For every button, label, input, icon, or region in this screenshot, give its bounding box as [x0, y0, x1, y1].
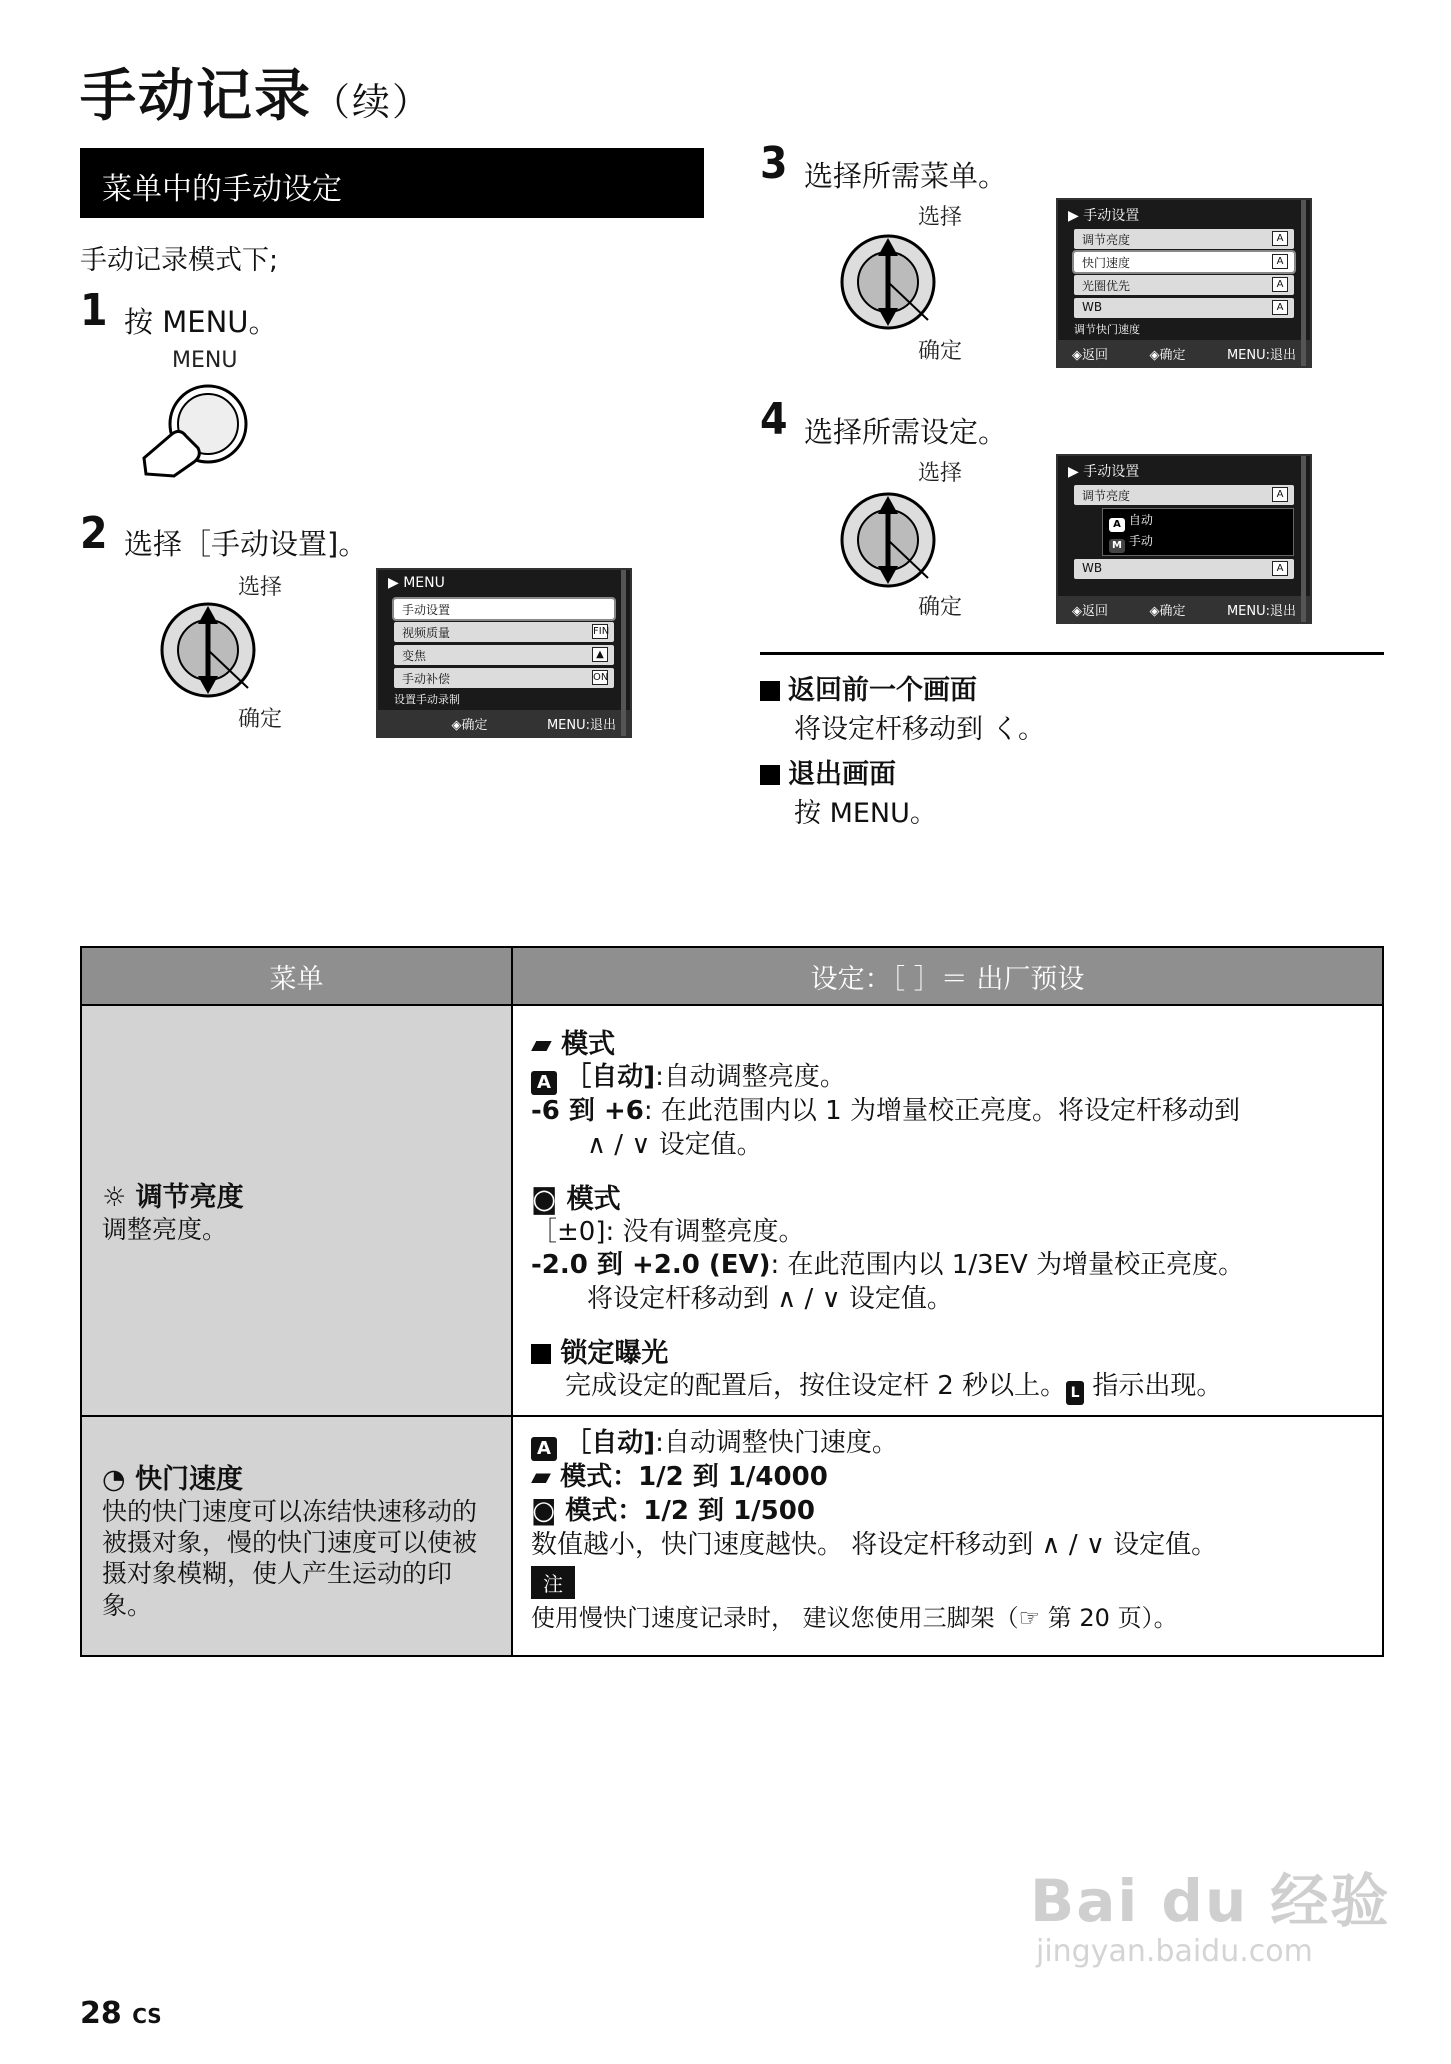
lock-indicator-icon: L — [1066, 1381, 1084, 1405]
title-main: 手动记录 — [80, 64, 312, 129]
lcd-badge: A — [1272, 300, 1288, 315]
brightness-title: ☼ 调节亮度 — [102, 1182, 244, 1214]
page-number: 28 CS — [80, 1996, 162, 2031]
lcd-manual-screen — [1056, 198, 1312, 368]
lcd-title: ▶ 手动设置 — [1068, 464, 1140, 480]
shutter-photo-line: ◙ 模式：1/2 到 1/500 — [531, 1495, 815, 1526]
photo-range-line: -2.0 到 +2.0 (EV): 在此范围内以 1/3EV 为增量校正亮度。 — [531, 1250, 1245, 1281]
table-header-row — [81, 947, 1383, 1005]
video-range-line: -6 到 +6: 在此范围内以 1 为增量校正亮度。将设定杆移动到 — [531, 1096, 1240, 1126]
step-4 — [760, 394, 788, 445]
lcd-item-manual[interactable]: 手动设置 — [394, 599, 614, 619]
lcd-footer: ◈返回 ◈确定 MENU:退出 — [1058, 596, 1310, 622]
lcd-badge: A — [1272, 254, 1288, 269]
video-camera-icon: ▰ — [531, 1029, 552, 1060]
exit-block — [760, 752, 937, 830]
note-tag: 注 — [531, 1566, 575, 1599]
step-1 — [80, 285, 108, 336]
video-camera-icon: ▰ — [531, 1461, 551, 1492]
lcd-item-brightness[interactable]: 调节亮度 A — [1074, 485, 1294, 505]
brightness-icon: ☼ — [102, 1182, 127, 1214]
lcd-item-wb[interactable]: WB A — [1074, 298, 1294, 318]
lcd-note: 调节快门速度 — [1074, 323, 1140, 336]
table-row — [81, 1416, 1383, 1656]
step-2-text: 选择［手动设置]。 — [124, 527, 368, 561]
brightness-desc: 调整亮度。 — [102, 1215, 228, 1245]
lcd-scrollbar — [621, 570, 626, 736]
photo-camera-icon: ◙ — [531, 1495, 557, 1526]
lcd-item-video-quality[interactable]: 视频质量 FIN — [394, 622, 614, 642]
menu-button-label: MENU — [172, 348, 238, 373]
shutter-icon: ◔ — [102, 1463, 126, 1495]
shutter-title: ◔ 快门速度 — [102, 1463, 243, 1495]
photo-mode-heading: ◙ 模式 — [531, 1183, 621, 1215]
lcd-scrollbar — [1301, 200, 1306, 366]
menu-cell-shutter — [81, 1416, 512, 1656]
step-3-text: 选择所需菜单。 — [804, 159, 1008, 193]
title-sub: （续） — [312, 80, 433, 124]
lock-heading: 锁定曝光 — [531, 1331, 1364, 1370]
section-title: 菜单中的手动设定 — [80, 148, 704, 218]
lcd-item-brightness[interactable]: 调节亮度 A — [1074, 229, 1294, 249]
control-lever-icon — [838, 490, 938, 590]
back-prev-text: 将设定杆移动到 く。 — [794, 714, 1046, 745]
lcd-option-auto[interactable]: A 自动 — [1109, 511, 1287, 532]
lcd-item-compensation[interactable]: 手动补偿 ON — [394, 668, 614, 688]
confirm-label: 确定 — [918, 339, 963, 364]
lcd-badge: FIN — [593, 626, 610, 637]
lcd-title: ▶ 手动设置 — [1068, 208, 1140, 224]
lcd-badge: A — [1272, 277, 1288, 292]
watermark-url: jingyan.baidu.com — [1036, 1934, 1313, 1969]
lock-text: 完成设定的配置后，按住设定杆 2 秒以上。 L 指示出现。 — [531, 1370, 1364, 1405]
shutter-tip: 数值越小，快门速度越快。 将设定杆移动到 ∧ / ∨ 设定值。 — [531, 1529, 1218, 1560]
watermark-logo: Bai du 经验 — [1030, 1867, 1391, 1935]
lcd-option-list — [1102, 508, 1294, 556]
photo-camera-icon: ◙ — [531, 1183, 558, 1215]
bullet-square-icon — [760, 681, 780, 701]
control-lever-icon — [158, 600, 258, 700]
lcd-item-shutter[interactable]: 快门速度 A — [1074, 252, 1294, 272]
video-range-line-2: ∧ / ∨ 设定值。 — [587, 1129, 763, 1160]
lcd-badge: A — [1272, 231, 1288, 246]
back-prev-heading: 返回前一个画面 — [760, 668, 1045, 707]
lcd-footer: ◈返回 ◈确定 MENU:退出 — [1058, 340, 1310, 366]
lcd-item-aperture[interactable]: 光圈优先 A — [1074, 275, 1294, 295]
lcd-item-zoom[interactable]: 变焦 ▲ — [394, 645, 614, 665]
photo-range-line-2: 将设定杆移动到 ∧ / ∨ 设定值。 — [587, 1284, 953, 1315]
confirm-label: 确定 — [918, 595, 963, 620]
lcd-footer: ◈确定 MENU:退出 — [378, 710, 630, 736]
shutter-note: 使用慢快门速度记录时， 建议您使用三脚架（☞ 第 20 页）。 — [531, 1604, 1178, 1633]
shutter-desc: 快的快门速度可以冻结快速移动的被摄对象，慢的快门速度可以使被摄对象模糊，使人产生运动的印象。 — [102, 1496, 478, 1620]
auto-icon: A — [531, 1437, 557, 1461]
shutter-auto-line: A ［自动]:自动调整快门速度。 — [531, 1427, 1364, 1461]
step-3 — [760, 138, 788, 189]
back-prev-block — [760, 668, 1045, 746]
step-number: 2 — [80, 508, 108, 559]
lcd-shutter-screen — [1056, 454, 1312, 624]
lcd-option-manual[interactable]: M 手动 — [1109, 532, 1287, 553]
divider — [760, 652, 1384, 655]
lcd-badge: ▲ — [592, 647, 608, 662]
step-1-text: 按 MENU。 — [124, 305, 278, 339]
header-setting: 设定：［ ］＝ 出厂预设 — [512, 947, 1383, 1005]
header-menu: 菜单 — [81, 947, 512, 1005]
lcd-title: ▶ MENU — [388, 575, 445, 591]
select-label: 选择 — [918, 205, 963, 230]
control-lever-icon — [838, 232, 938, 332]
setting-cell-shutter — [512, 1416, 1383, 1656]
select-label: 选择 — [918, 461, 963, 486]
page-title — [80, 52, 432, 132]
intro-text: 手动记录模式下; — [80, 245, 279, 276]
menu-button-press-icon — [136, 378, 256, 478]
lcd-badge: A — [1272, 561, 1288, 576]
step-number: 1 — [80, 285, 108, 336]
video-mode-heading: ▰ 模式 — [531, 1029, 616, 1060]
auto-icon: A — [531, 1071, 557, 1095]
photo-zero-line: ［±0]: 没有调整亮度。 — [531, 1216, 805, 1247]
settings-table — [80, 946, 1384, 1657]
exit-text: 按 MENU。 — [794, 798, 937, 829]
lcd-note: 设置手动录制 — [394, 693, 460, 706]
lcd-menu-screen — [376, 568, 632, 738]
setting-cell-brightness — [512, 1005, 1383, 1416]
table-row — [81, 1005, 1383, 1416]
step-2 — [80, 508, 108, 559]
select-label: 选择 — [238, 575, 283, 600]
step-number: 3 — [760, 138, 788, 189]
bullet-square-icon — [760, 765, 780, 785]
step-number: 4 — [760, 394, 788, 445]
bullet-square-icon — [531, 1344, 551, 1364]
lcd-badge: ON — [593, 672, 609, 683]
video-auto-line: A ［自动]:自动调整亮度。 — [531, 1061, 1364, 1095]
step-4-text: 选择所需设定。 — [804, 415, 1008, 449]
lcd-scrollbar — [1301, 456, 1306, 622]
lcd-item-wb[interactable]: WB A — [1074, 559, 1294, 579]
menu-cell-brightness — [81, 1005, 512, 1416]
exit-heading: 退出画面 — [760, 752, 937, 791]
shutter-video-line: ▰ 模式：1/2 到 1/4000 — [531, 1461, 828, 1492]
lcd-badge: A — [1272, 487, 1288, 502]
confirm-label: 确定 — [238, 707, 283, 732]
